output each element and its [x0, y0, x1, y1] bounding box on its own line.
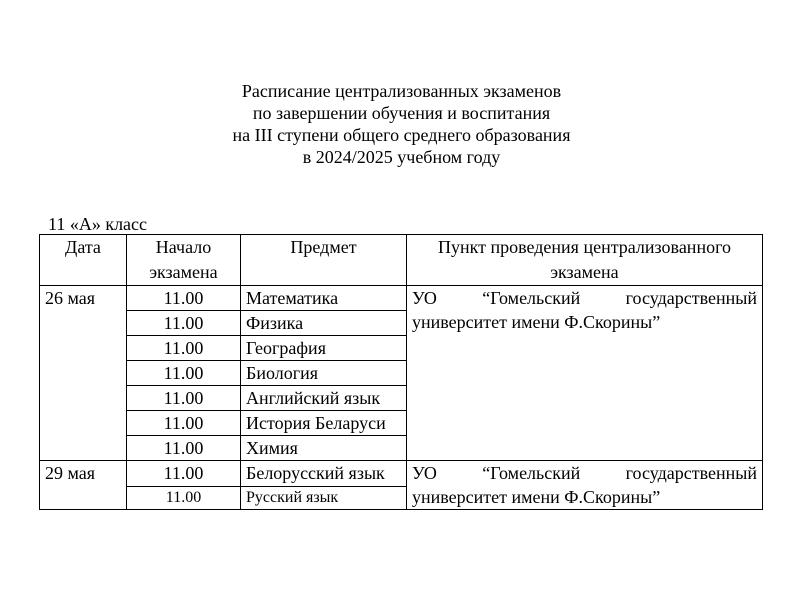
- place-cell: УО “Гомельский государственный университет имени Ф.Скорины”: [407, 461, 763, 510]
- title-line-2: по завершении обучения и воспитания: [252, 103, 551, 123]
- subject-cell: Химия: [241, 436, 407, 461]
- time-cell: 11.00: [127, 311, 241, 336]
- exam-schedule-table: [39, 234, 763, 510]
- subject-cell: Математика: [241, 286, 407, 311]
- table-row: [40, 286, 763, 311]
- title-line-4: в 2024/2025 учебном году: [302, 147, 501, 167]
- header-start: Начало экзамена: [127, 235, 241, 286]
- header-date: Дата: [40, 235, 127, 286]
- subject-cell: География: [241, 336, 407, 361]
- place-cell: УО “Гомельский государственный университет имени Ф.Скорины”: [407, 286, 763, 461]
- subject-cell: Английский язык: [241, 386, 407, 411]
- table-header-row: [40, 235, 763, 286]
- time-cell: 11.00: [127, 411, 241, 436]
- time-cell: 11.00: [127, 436, 241, 461]
- time-cell: 11.00: [127, 461, 241, 487]
- header-subject: Предмет: [241, 235, 407, 286]
- subject-cell: Физика: [241, 311, 407, 336]
- document-title: [0, 80, 803, 168]
- class-label: 11 «А» класс: [48, 214, 148, 234]
- time-cell: 11.00: [127, 286, 241, 311]
- date-cell: 29 мая: [40, 461, 127, 510]
- title-line-1: Расписание централизованных экзаменов: [241, 81, 562, 101]
- title-line-3: на III ступени общего среднего образования: [232, 125, 571, 145]
- subject-cell: История Беларуси: [241, 411, 407, 436]
- time-cell: 11.00: [127, 336, 241, 361]
- table-row: [40, 461, 763, 487]
- subject-cell: Биология: [241, 361, 407, 386]
- date-cell: 26 мая: [40, 286, 127, 461]
- subject-cell: Русский язык: [241, 486, 407, 509]
- header-place: Пункт проведения централизованного экзамена: [407, 235, 763, 286]
- subject-cell: Белорусский язык: [241, 461, 407, 487]
- time-cell: 11.00: [127, 361, 241, 386]
- time-cell: 11.00: [127, 486, 241, 509]
- time-cell: 11.00: [127, 386, 241, 411]
